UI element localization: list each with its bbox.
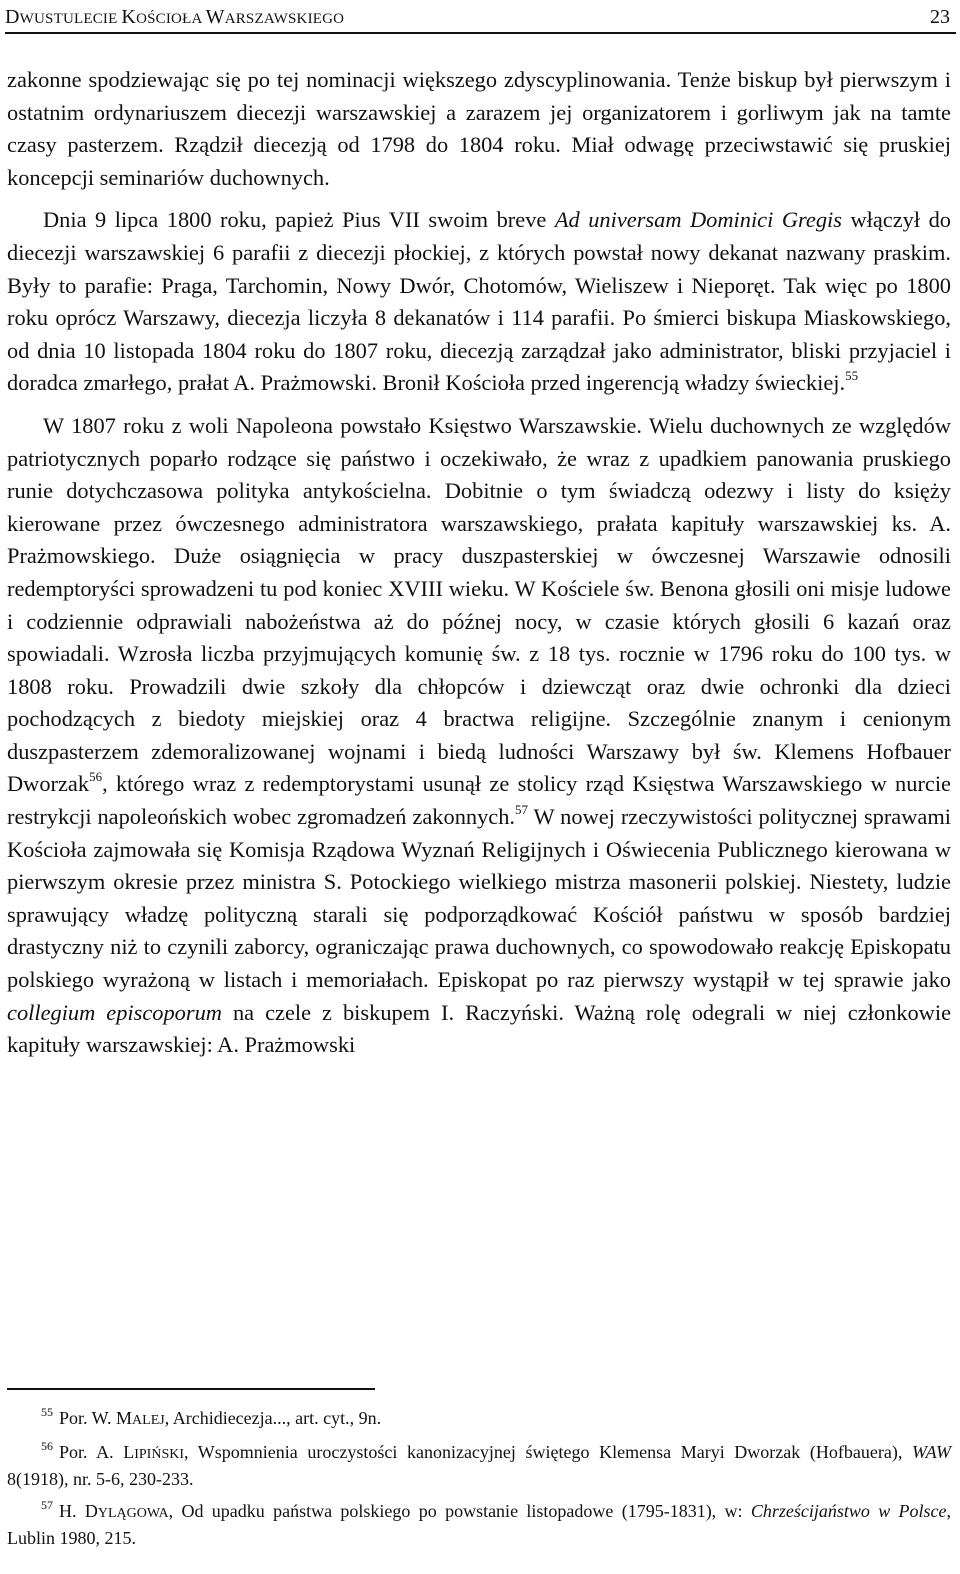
footnote [7, 1499, 951, 1551]
footnote-text: Por. W. M [59, 1408, 133, 1428]
paragraph-text: , którego wraz z redemptorystami usunął ze stolicy rząd Księstwa Warszawskiego w nurcie restrykcji napoleońskich wobec zgromadzeń zakonnych. [7, 771, 951, 830]
footnote-text: Por. A. L [59, 1442, 135, 1462]
footnote [7, 1440, 951, 1492]
running-head [5, 6, 344, 29]
footnote-number: 55 [41, 1405, 53, 1419]
footnote-text: , Lublin 1980, 215. [7, 1501, 952, 1548]
footnote-text: , Od upadku państwa polskiego po powstanie listopadowe (1795-1831), w: [168, 1501, 751, 1521]
footnote-text: , Archidiecezja..., art. cyt., 9n. [164, 1408, 382, 1428]
footnotes [7, 1406, 951, 1558]
journal-title: WAW [911, 1442, 951, 1462]
author-name: IPIŃSKI [134, 1447, 185, 1462]
footnote-text: 8(1918), nr. 5-6, 230-233. [7, 1469, 194, 1489]
running-head-text: W [205, 6, 225, 28]
author-name: ALEJ [132, 1413, 165, 1428]
footnote-number: 56 [41, 1439, 53, 1453]
running-head-text: D [5, 6, 20, 28]
paragraph [7, 410, 951, 1062]
footnote-ref[interactable]: 55 [845, 368, 859, 384]
paragraph [7, 204, 951, 400]
running-head-text: K [121, 6, 137, 28]
footnote-ref[interactable]: 57 [515, 802, 529, 818]
footnote-text: H. D [59, 1501, 98, 1521]
footnote-ref[interactable]: 56 [89, 769, 103, 785]
paragraph-text: Dnia 9 lipca 1800 roku, papież Pius VII swoim breve [43, 207, 555, 233]
footnote-number: 57 [41, 1498, 53, 1512]
footnote [7, 1406, 951, 1433]
paragraph-text: W 1807 roku z woli Napoleona powstało Księstwo Warszawskie. Wielu duchownych ze względów patriotycznych poparło rodzące się państwo i oczekiwało, że wraz z upadkiem panowania pruskiego runie dotychczasowa polityka antykościelna. Dobitnie o tym świadczą odezwy i listy do księży kierowane przez ówczesnego administratora warszawskiego, prałata kapituły warszawskiej ks. A. Prażmowskiego. Duże osiągnięcia w pracy duszpasterskiej w ówczesnej Warszawie odnosili redemptoryści sprowadzeni tu pod koniec XVIII wieku. W Kościele św. Benona głosili oni misje ludowe i codziennie odprawiali nabożeństwa aż do późnej nocy, w czasie których głosili 6 kazań oraz spowiadali. Wzrosła liczba przyjmujących komunię św. z 18 tys. rocznie w 1796 roku do 100 tys. w 1808 roku. Prowadzili dwie szkoły dla chłopców i dziewcząt oraz dwie ochronki dla dzieci pochodzących z biedoty miejskiej oraz 4 bractwa religijne. Szczególnie znanym i cenionym duszpasterzem zdemoralizowanej wojnami i biedą ludności Warszawy był św. Klemens Hofbauer Dworzak [7, 412, 951, 797]
paragraph-text: włączył do diecezji warszawskiej 6 parafii z diecezji płockiej, z których powstał nowy dekanat nazwany praskim. Były to parafie: Praga, Tarchomin, Nowy Dwór, Chotomów, Wieliszew i Nieporęt. Tak więc po 1800 roku oprócz Warszawy, diecezja liczyła 8 dekanatów i 114 parafii. Po śmierci biskupa Miaskowskiego, od dnia 10 listopada 1804 roku do 1807 roku, diecezją zarządzał jako administrator, bliski przyjaciel i doradca zmarłego, prałat A. Prażmowski. Bronił Kościoła przed ingerencją władzy świeckiej. [7, 207, 951, 396]
paragraph-text: na czele z biskupem I. Raczyński. Ważną rolę odegrali w niej członkowie kapituły warszawskiej: A. Prażmowski [7, 999, 952, 1058]
latin-term: collegium episcoporum [7, 999, 222, 1025]
paragraph: zakonne spodziewając się po tej nominacji większego zdyscyplinowania. Tenże biskup był pierwszym i ostatnim ordynariuszem diecezji warszawskiej a zarazem jej organizatorem i gorliwym jak na tamte czasy pasterzem. Rządził diecezją od 1798 do 1804 roku. Miał odwagę przeciwstawić się pruskiej koncepcji seminariów duchownych. [7, 67, 951, 190]
footnote-separator [7, 1388, 375, 1390]
page-header [5, 6, 956, 34]
latin-title: Ad universam Dominici Gregis [554, 207, 842, 233]
page-number: 23 [930, 6, 950, 28]
running-head-text: OŚCIOŁA [136, 11, 206, 27]
body-text [7, 64, 951, 1062]
running-head-text: WUSTULECIE [19, 11, 122, 27]
book-title: Chrześcijaństwo w Polsce [750, 1501, 947, 1521]
running-head-text: ARSZAWSKIEGO [224, 11, 345, 27]
footnote-text: , Wspomnienia uroczystości kanonizacyjnej świętego Klemensa Maryi Dworzak (Hofbauera), [184, 1442, 912, 1462]
author-name: YLĄGOWA [97, 1506, 169, 1521]
paragraph-text: W nowej rzeczywistości politycznej sprawami Kościoła zajmowała się Komisja Rządowa Wyznań Religijnych i Oświecenia Publicznego kierowana w pierwszym okresie przez ministra S. Potockiego wielkiego mistrza masonerii polskiej. Niestety, ludzie sprawujący władzę polityczną starali się podporządkować Kościół państwu w sposób bardziej drastyczny niż to czynili zaborcy, ograniczając prawa duchownych, co spowodowało reakcję Episkopatu polskiego wyrażoną w listach i memoriałach. Episkopat po raz pierwszy wystąpił w tej sprawie jako [7, 804, 951, 993]
